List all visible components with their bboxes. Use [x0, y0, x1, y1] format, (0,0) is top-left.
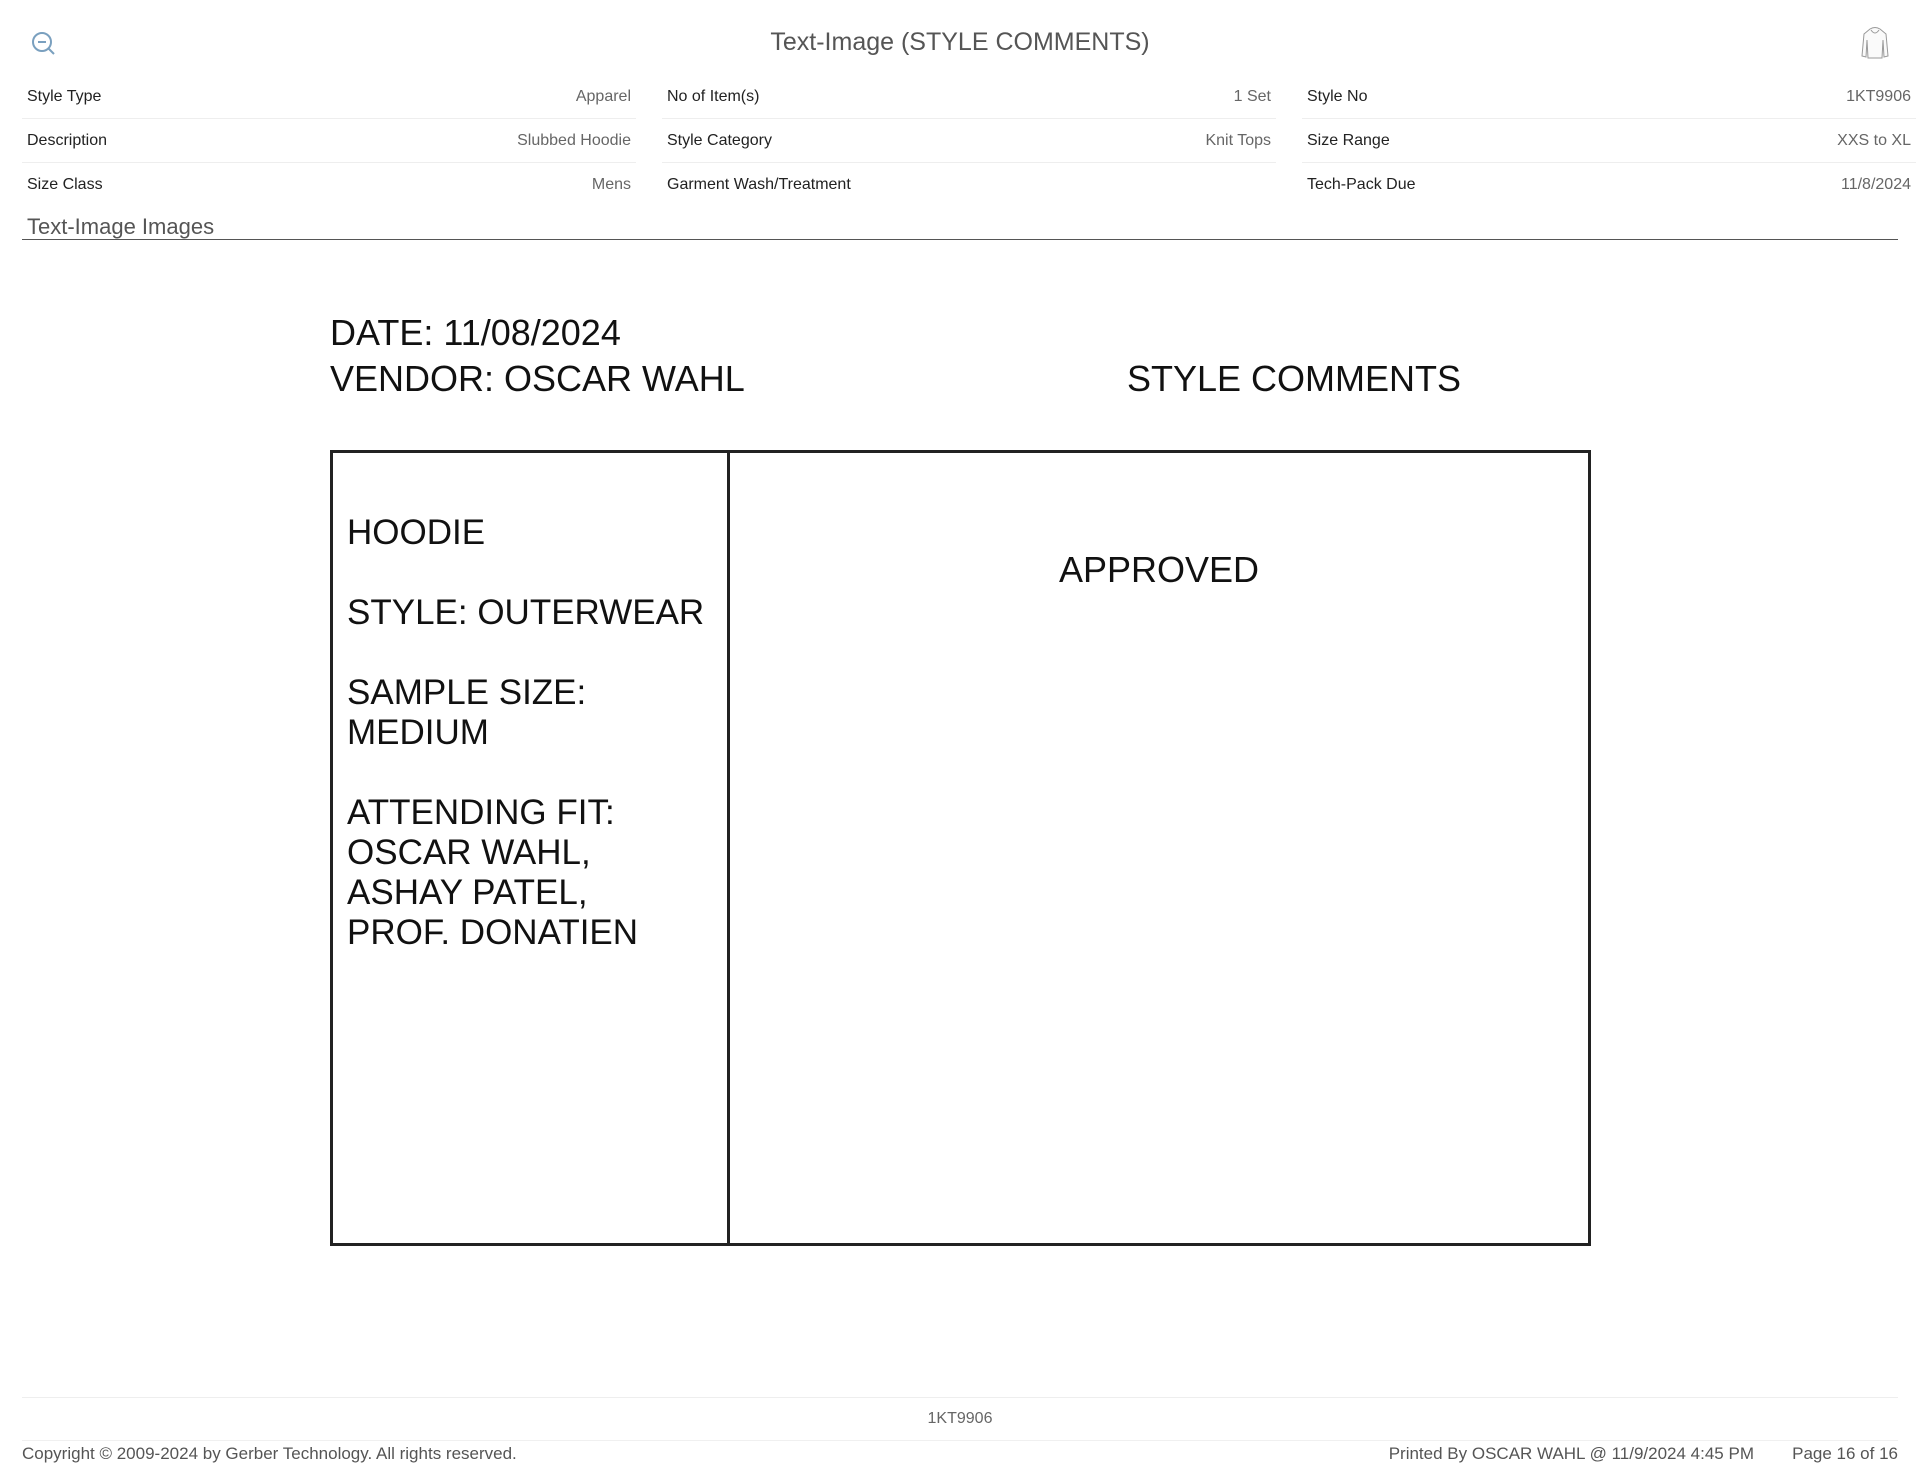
doc-date: DATE: 11/08/2024: [330, 312, 621, 353]
info-value: Knit Tops: [1205, 131, 1271, 149]
info-value: Apparel: [575, 87, 631, 105]
doc-attendee: OSCAR WAHL,: [347, 833, 591, 872]
doc-vendor: VENDOR: OSCAR WAHL: [330, 358, 745, 399]
footer-page-number: Page 16 of 16: [1792, 1444, 1898, 1463]
doc-attendee: ASHAY PATEL,: [347, 873, 588, 912]
footer-copyright: Copyright © 2009-2024 by Gerber Technology. All rights reserved.: [22, 1444, 517, 1463]
footer-divider: [22, 1440, 1898, 1441]
style-details: [347, 513, 727, 993]
section-title: Text-Image Images: [27, 214, 215, 239]
info-label: Garment Wash/Treatment: [667, 175, 851, 193]
info-value: XXS to XL: [1837, 131, 1911, 149]
doc-heading: STYLE COMMENTS: [1127, 358, 1462, 399]
info-label: Description: [27, 131, 108, 149]
doc-item: HOODIE: [347, 513, 486, 552]
page-header: [0, 0, 1920, 70]
info-label: Size Class: [27, 175, 103, 193]
info-value: 1KT9906: [1846, 87, 1911, 105]
section-divider: [22, 239, 1898, 240]
info-no-of-items: [662, 75, 1276, 119]
info-label: Tech-Pack Due: [1307, 175, 1416, 193]
info-style-type: [22, 75, 636, 119]
footer-printed-by: Printed By OSCAR WAHL @ 11/9/2024 4:45 PM: [1388, 1444, 1754, 1463]
doc-sample-size-value: MEDIUM: [347, 713, 489, 752]
doc-comment: APPROVED: [1058, 549, 1260, 590]
info-label: Style Type: [27, 87, 102, 105]
style-info-grid: [22, 75, 1911, 206]
info-style-no: [1302, 75, 1916, 119]
info-label: Style Category: [667, 131, 772, 149]
info-label: Style No: [1307, 87, 1368, 105]
comments-table: [330, 450, 1591, 1246]
style-comments-image: [300, 290, 1640, 1270]
footer-divider: [22, 1397, 1898, 1398]
doc-attending-label: ATTENDING FIT:: [347, 793, 615, 832]
info-value: 11/8/2024: [1841, 175, 1911, 193]
doc-sample-size-label: SAMPLE SIZE:: [347, 673, 587, 712]
info-garment-wash: [662, 163, 1276, 206]
info-value: Mens: [591, 175, 631, 193]
info-style-category: [662, 119, 1276, 163]
info-tech-pack-due: [1302, 163, 1916, 206]
doc-style: STYLE: OUTERWEAR: [347, 593, 705, 632]
info-description: [22, 119, 636, 163]
info-value: 1 Set: [1233, 87, 1271, 105]
info-label: Size Range: [1307, 131, 1390, 149]
footer-style-no: 1KT9906: [927, 1410, 993, 1427]
hoodie-icon: [1860, 26, 1890, 60]
info-label: No of Item(s): [667, 87, 760, 105]
doc-attendee: PROF. DONATIEN: [347, 913, 639, 952]
page-title: Text-Image (STYLE COMMENTS): [770, 28, 1150, 56]
info-value: Slubbed Hoodie: [517, 131, 631, 149]
info-size-range: [1302, 119, 1916, 163]
info-size-class: [22, 163, 636, 206]
